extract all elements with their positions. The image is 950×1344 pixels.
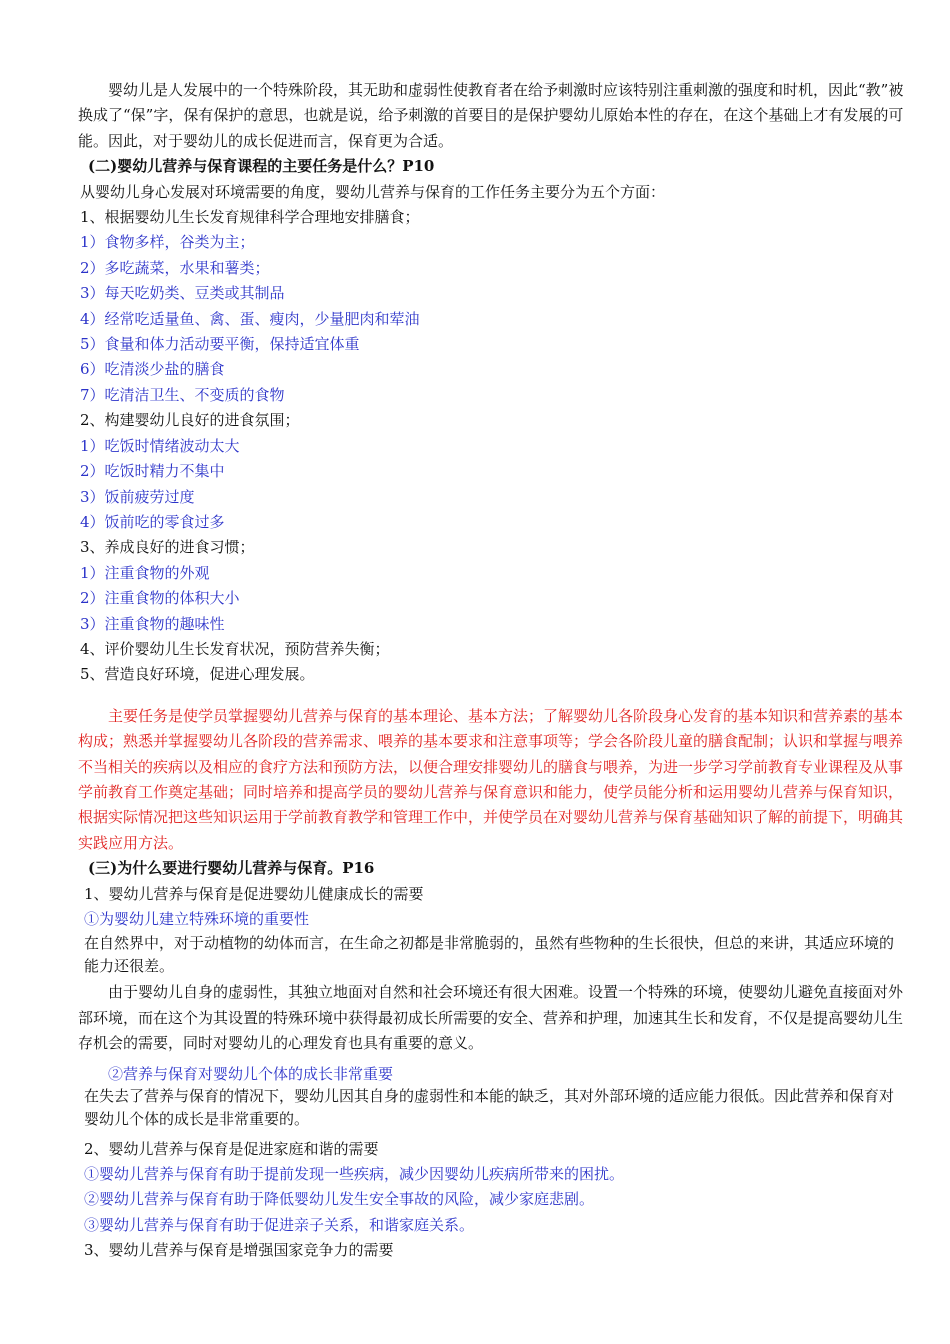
reason-1: 1、婴幼儿营养与保育是促进婴幼儿健康成长的需要 <box>84 884 424 903</box>
task-1-item: 5）食量和体力活动要平衡，保持适宜体重 <box>80 335 360 354</box>
task-3-item: 3）注重食物的趣味性 <box>80 614 225 633</box>
reason-2: 2、婴幼儿营养与保育是促进家庭和谐的需要 <box>84 1139 379 1158</box>
task-1-item: 6）吃清淡少盐的膳食 <box>80 360 225 379</box>
reason-1-a-para-1: 在自然界中，对于动植物的幼体而言，在生命之初都是非常脆弱的，虽然有些物种的生长很快，但总的来讲，其适应环境的能力还很差。 <box>84 934 895 976</box>
reason-2-item: ①婴幼儿营养与保育有助于提前发现一些疾病，减少因婴幼儿疾病所带来的困扰。 <box>84 1165 625 1184</box>
reason-3: 3、婴幼儿营养与保育是增强国家竞争力的需要 <box>84 1241 394 1260</box>
reason-2-item: ③婴幼儿营养与保育有助于促进亲子关系，和谐家庭关系。 <box>84 1215 475 1234</box>
task-3: 3、养成良好的进食习惯； <box>80 538 255 557</box>
spacer <box>78 688 908 704</box>
section-3-heading: (三)为什么要进行婴幼儿营养与保育。P16 <box>88 859 375 878</box>
task-2: 2、构建婴幼儿良好的进食氛围； <box>80 411 300 430</box>
reason-1-b-title: ②营养与保育对婴幼儿个体的成长非常重要 <box>108 1064 394 1083</box>
task-1-item: 4）经常吃适量鱼、禽、蛋、瘦肉，少量肥肉和荤油 <box>80 309 420 328</box>
section-2-heading: (二)婴幼儿营养与保育课程的主要任务是什么？P10 <box>88 157 435 176</box>
reason-1-a-title: ①为婴幼儿建立特殊环境的重要性 <box>84 910 310 928</box>
intro-paragraph: 婴幼儿是人发展中的一个特殊阶段，其无助和虚弱性使教育者在给予刺激时应该特别注重刺激的强度和时机，因此“教”被换成了“保”字，保有保护的意思，也就是说，给予刺激的首要目的是保护婴幼儿原始本性的存在，在这个基础上才有发展的可能。因此，对于婴幼儿的成长促进而言，保育更为合适。 <box>78 81 904 150</box>
task-4: 4、评价婴幼儿生长发育状况，预防营养失衡； <box>80 639 390 658</box>
task-5: 5、营造良好环境，促进心理发展。 <box>80 665 315 684</box>
document-page <box>78 78 908 1264</box>
task-1: 1、根据婴幼儿生长发育规律科学合理地安排膳食； <box>80 208 420 227</box>
task-2-item: 4）饭前吃的零食过多 <box>80 512 225 531</box>
task-1-item: 2）多吃蔬菜，水果和薯类； <box>80 258 270 277</box>
task-3-item: 1）注重食物的外观 <box>80 563 210 582</box>
reason-1-a-para-2: 由于婴幼儿自身的虚弱性，其独立地面对自然和社会环境还有很大困难。设置一个特殊的环境，使婴幼儿避免直接面对外部环境，而在这个为其设置的特殊环境中获得最初成长所需要的安全、营养和护理，加速其生长和发育，不仅是提高婴幼儿生存机会的需要，同时对婴幼儿的心理发育也具有重要的意义。 <box>78 983 904 1053</box>
reason-1-b-para-1: 在失去了营养与保育的情况下，婴幼儿因其自身的虚弱性和本能的缺乏，其对外部环境的适应能力很低。因此营养和保育对婴幼儿个体的成长是非常重要的。 <box>84 1086 895 1128</box>
task-3-item: 2）注重食物的体积大小 <box>80 589 240 608</box>
task-2-item: 3）饭前疲劳过度 <box>80 487 195 506</box>
task-1-item: 7）吃清洁卫生、不变质的食物 <box>80 385 285 404</box>
task-1-item: 1）食物多样，谷类为主； <box>80 233 255 252</box>
reason-2-item: ②婴幼儿营养与保育有助于降低婴幼儿发生安全事故的风险，减少家庭悲剧。 <box>84 1190 595 1209</box>
section-2-lead: 从婴幼儿身心发展对环境需要的角度，婴幼儿营养与保育的工作任务主要分为五个方面： <box>80 182 666 201</box>
task-2-item: 2）吃饭时精力不集中 <box>80 462 225 481</box>
task-1-item: 3）每天吃奶类、豆类或其制品 <box>80 284 285 303</box>
task-2-item: 1）吃饭时情绪波动太大 <box>80 436 240 455</box>
main-task-paragraph: 主要任务是使学员掌握婴幼儿营养与保育的基本理论、基本方法；了解婴幼儿各阶段身心发育的基本知识和营养素的基本构成；熟悉并掌握婴幼儿各阶段的营养需求、喂养的基本要求和注意事项等；学会各阶段儿童的膳食配制；认识和掌握与喂养不当相关的疾病以及相应的食疗方法和预防方法，以便合理安排婴幼儿的膳食与喂养，为进一步学习学前教育专业课程及从事学前教育工作奠定基础；同时培养和提高学员的婴幼儿营养与保育意识和能力，使学员能分析和运用婴幼儿营养与保育知识，根据实际情况把这些知识运用于学前教育教学和管理工作中，并使学员在对婴幼儿营养与保育基础知识了解的前提下，明确其实践应用方法。 <box>78 706 904 852</box>
